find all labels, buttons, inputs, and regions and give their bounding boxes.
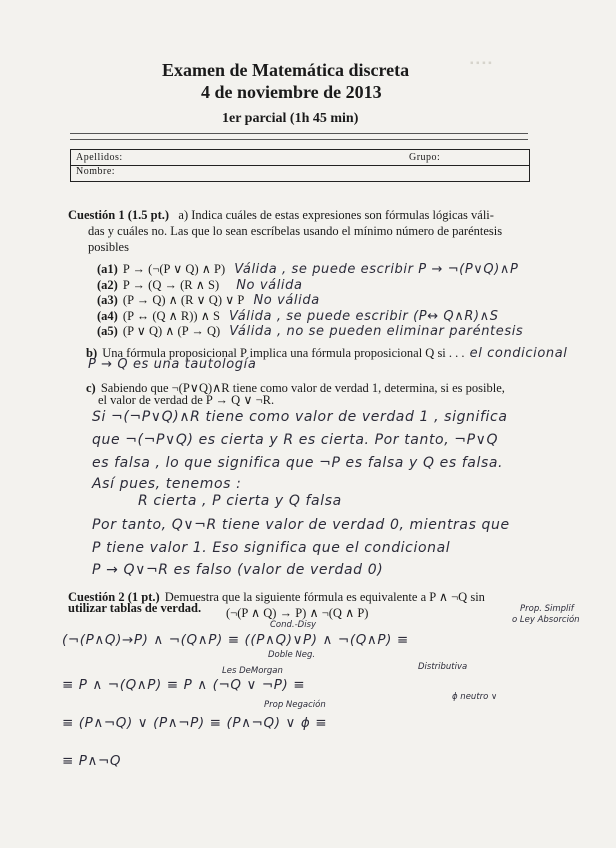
q2-text-1: Demuestra que la siguiente fórmula es equivalente a P ∧ ¬Q sin bbox=[164, 590, 485, 604]
form-row-nombre bbox=[71, 165, 529, 180]
q1a-text-3: posibles bbox=[88, 240, 129, 254]
q1a-item-label: (a5) bbox=[97, 324, 118, 338]
form-row-apellidos bbox=[71, 150, 529, 166]
note-distributiva: Distributiva bbox=[418, 662, 468, 672]
q1c-answer-line: Si ¬(¬P∨Q)∧R tiene como valor de verdad 1 , significa bbox=[92, 409, 508, 425]
q2-step: (¬(P∧Q)→P) ∧ ¬(Q∧P) ≡ ((P∧Q)∨P) ∧ ¬(Q∧P) ≡ bbox=[62, 632, 409, 648]
q1a-item-formula: P → (Q → (R ∧ S) bbox=[122, 278, 220, 292]
q1a-item-formula: P → (¬(P ∨ Q) ∧ P) bbox=[122, 262, 226, 276]
q2-step: ≡ P∧¬Q bbox=[62, 753, 122, 769]
q1a-text-2: das y cuáles no. Las que lo sean escríbelas usando el mínimo número de paréntesis bbox=[88, 224, 503, 238]
exam-title: Examen de Matemática discreta bbox=[162, 60, 410, 80]
q1a-item bbox=[97, 320, 523, 339]
exam-date: 4 de noviembre de 2013 bbox=[201, 82, 382, 102]
note-prop-simplif-1: Prop. Simplif bbox=[520, 604, 574, 614]
q2-step: ≡ (P∧¬Q) ∨ (P∧¬P) ≡ (P∧¬Q) ∨ ϕ ≡ bbox=[62, 715, 328, 731]
q1-statement-line1 bbox=[68, 208, 494, 223]
q1-heading: Cuestión 1 (1.5 pt.) bbox=[68, 208, 170, 222]
q1a-item-label: (a4) bbox=[97, 309, 118, 323]
q1c-answer-line: es falsa , lo que significa que ¬P es falsa y Q es falsa. bbox=[92, 455, 504, 471]
q1c-answer-line: P → Q∨¬R es falso (valor de verdad 0) bbox=[92, 562, 384, 578]
nombre-label: Nombre: bbox=[76, 166, 116, 177]
q1a-item-formula: (P → Q) ∧ (R ∨ Q) ∨ P bbox=[122, 293, 245, 307]
q1a-item-answer: No válida bbox=[253, 293, 320, 308]
q1c-answer-line: que ¬(¬P∨Q) es cierta y R es cierta. Por tanto, ¬P∨Q bbox=[92, 432, 499, 448]
grupo-label: Grupo: bbox=[409, 152, 441, 163]
note-prop-negacion: Prop Negación bbox=[264, 700, 326, 710]
note-demorgan: Les DeMorgan bbox=[222, 666, 283, 676]
note-cond-disy: Cond.-Disy bbox=[270, 620, 317, 630]
q1a-item-answer: No válida bbox=[236, 278, 303, 293]
q2-step: ≡ P ∧ ¬(Q∧P) ≡ P ∧ (¬Q ∨ ¬P) ≡ bbox=[62, 677, 306, 693]
q1c-text-2: el valor de verdad de P → Q ∨ ¬R. bbox=[98, 393, 275, 407]
q1a-label: a) bbox=[178, 208, 189, 222]
header-rule-1 bbox=[70, 133, 528, 134]
q1a-item-label: (a3) bbox=[97, 293, 118, 307]
note-doble-neg: Doble Neg. bbox=[268, 650, 316, 660]
q1b-answer-2: P → Q es una tautología bbox=[88, 357, 257, 372]
q1a-item-answer: Válida , se puede escribir (P↔ Q∧R)∧S bbox=[229, 309, 499, 324]
bleed-through-mark: ▪ ▪ ▪ ▪ bbox=[470, 58, 492, 69]
q1c-answer-line: Así pues, tenemos : bbox=[92, 476, 242, 492]
student-info-box bbox=[70, 149, 530, 182]
exam-part: 1er parcial (1h 45 min) bbox=[222, 111, 359, 126]
q1a-text-1: Indica cuáles de estas expresiones son fórmulas lógicas váli- bbox=[191, 208, 494, 222]
note-neutro: ϕ neutro ∨ bbox=[452, 692, 498, 702]
apellidos-label: Apellidos: bbox=[76, 152, 123, 163]
q1a-item-label: (a2) bbox=[97, 278, 118, 292]
q1c-answer-line: Por tanto, Q∨¬R tiene valor de verdad 0, mientras que bbox=[92, 517, 510, 533]
q1c-answer-line: R cierta , P cierta y Q falsa bbox=[138, 493, 342, 509]
q1b-text: Una fórmula proposicional P implica una fórmula proposicional Q si . . . bbox=[102, 346, 465, 360]
q2-formula: (¬(P ∧ Q) → P) ∧ ¬(Q ∧ P) bbox=[226, 606, 369, 620]
header-rule-2 bbox=[70, 139, 528, 140]
q1b-label: b) bbox=[86, 346, 98, 360]
q1b-answer-1: el condicional bbox=[469, 346, 568, 361]
q1c-label: c) bbox=[86, 381, 96, 395]
q1a-item-answer: Válida , no se pueden eliminar paréntesis bbox=[229, 324, 524, 339]
q1a-item-formula: (P ↔ (Q ∧ R)) ∧ S bbox=[122, 309, 220, 323]
q2-text-2: utilizar tablas de verdad. bbox=[68, 601, 202, 615]
q2-heading: Cuestión 2 (1 pt.) bbox=[68, 590, 160, 604]
q1c-text-1: Sabiendo que ¬(P∨Q)∧R tiene como valor de verdad 1, determina, si es posible, bbox=[100, 381, 505, 395]
q1a-item-formula: (P ∨ Q) ∧ (P → Q) bbox=[122, 324, 221, 338]
q1a-item-answer: Válida , se puede escribir P → ¬(P∨Q)∧P bbox=[234, 262, 519, 277]
q1a-item-label: (a1) bbox=[97, 262, 118, 276]
q1c-answer-line: P tiene valor 1. Eso significa que el condicional bbox=[92, 540, 451, 556]
note-prop-simplif-2: o Ley Absorción bbox=[512, 615, 580, 625]
